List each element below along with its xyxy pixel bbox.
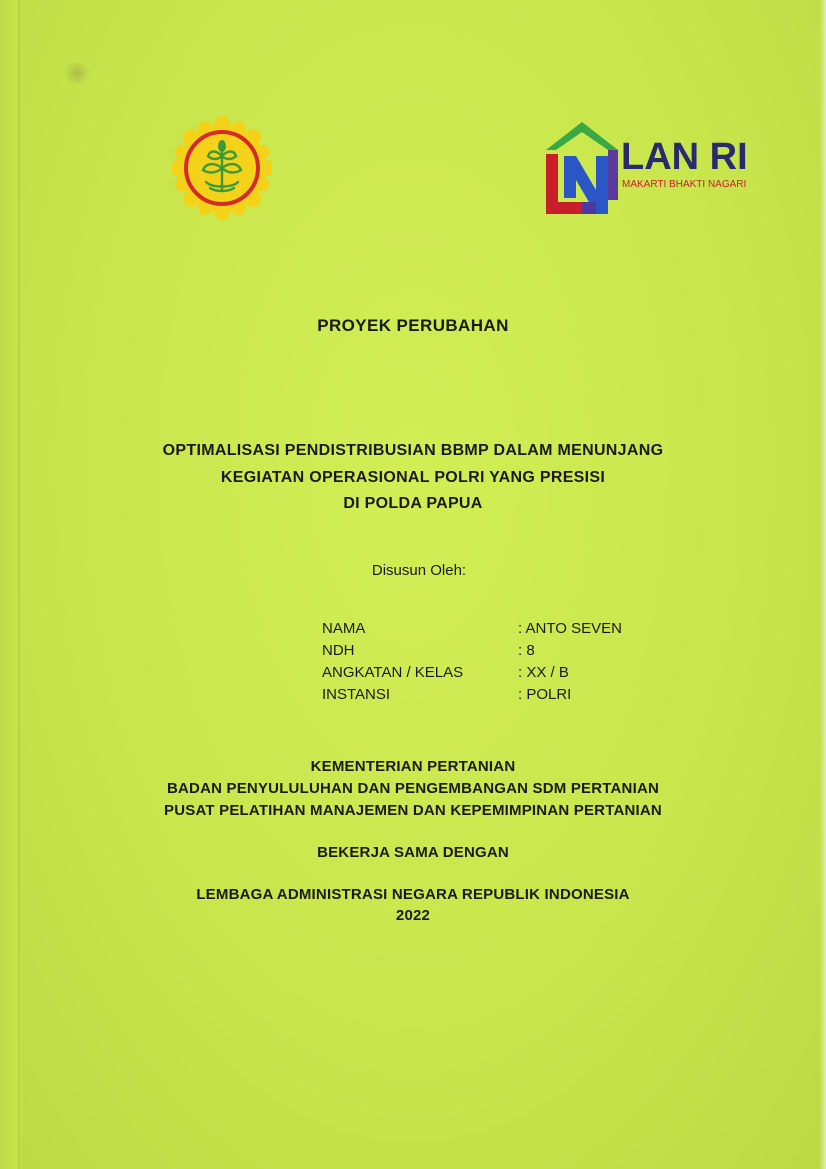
info-label: INSTANSI: [322, 686, 391, 703]
lan-ri-tagline: MAKARTI BHAKTI NAGARI: [622, 179, 747, 190]
title-line: OPTIMALISASI PENDISTRIBUSIAN BBMP DALAM MENUNJANG: [162, 442, 664, 459]
institution-line: BADAN PENYULULUHAN DAN PENGEMBANGAN SDM PERTANIAN: [166, 780, 660, 797]
title-line: DI POLDA PAPUA: [343, 495, 483, 512]
info-value: : ANTO SEVEN: [518, 620, 622, 637]
prepared-by-label: Disusun Oleh:: [371, 562, 467, 579]
info-label: ANGKATAN / KELAS: [322, 664, 464, 681]
cover-spine: [0, 0, 18, 1169]
kementerian-pertanian-logo: [172, 116, 272, 220]
partner-name: LEMBAGA ADMINISTRASI NEGARA REPUBLIK INDONESIA: [196, 886, 630, 903]
info-value: : 8: [518, 642, 535, 659]
year: 2022: [395, 907, 431, 924]
institution-line: PUSAT PELATIHAN MANAJEMEN DAN KEPEMIMPINAN PERTANIAN: [164, 802, 662, 819]
cover-spine-crease: [18, 0, 22, 1169]
institution-line: KEMENTERIAN PERTANIAN: [310, 758, 516, 775]
cover-edge: [820, 0, 826, 1169]
cover-stain: [62, 62, 92, 84]
info-row-class: [322, 662, 622, 684]
info-row-ndh: [322, 640, 622, 662]
info-row-name: [322, 618, 622, 640]
lan-ri-wordmark: LAN RI: [621, 136, 748, 178]
info-row-institution: [322, 684, 622, 706]
info-value: : POLRI: [518, 686, 572, 703]
author-info: [322, 618, 622, 706]
partner-block: [0, 884, 826, 926]
info-label: NAMA: [322, 620, 366, 637]
document-title: [0, 438, 826, 518]
info-label: NDH: [322, 642, 355, 659]
title-line: KEGIATAN OPERASIONAL POLRI YANG PRESISI: [220, 468, 606, 486]
lan-ri-logo: [542, 120, 762, 216]
info-value: : XX / B: [518, 664, 569, 681]
institution-block: [0, 756, 826, 822]
cooperation-label: BEKERJA SAMA DENGAN: [317, 844, 509, 861]
document-type: PROYEK PERUBAHAN: [317, 316, 509, 335]
